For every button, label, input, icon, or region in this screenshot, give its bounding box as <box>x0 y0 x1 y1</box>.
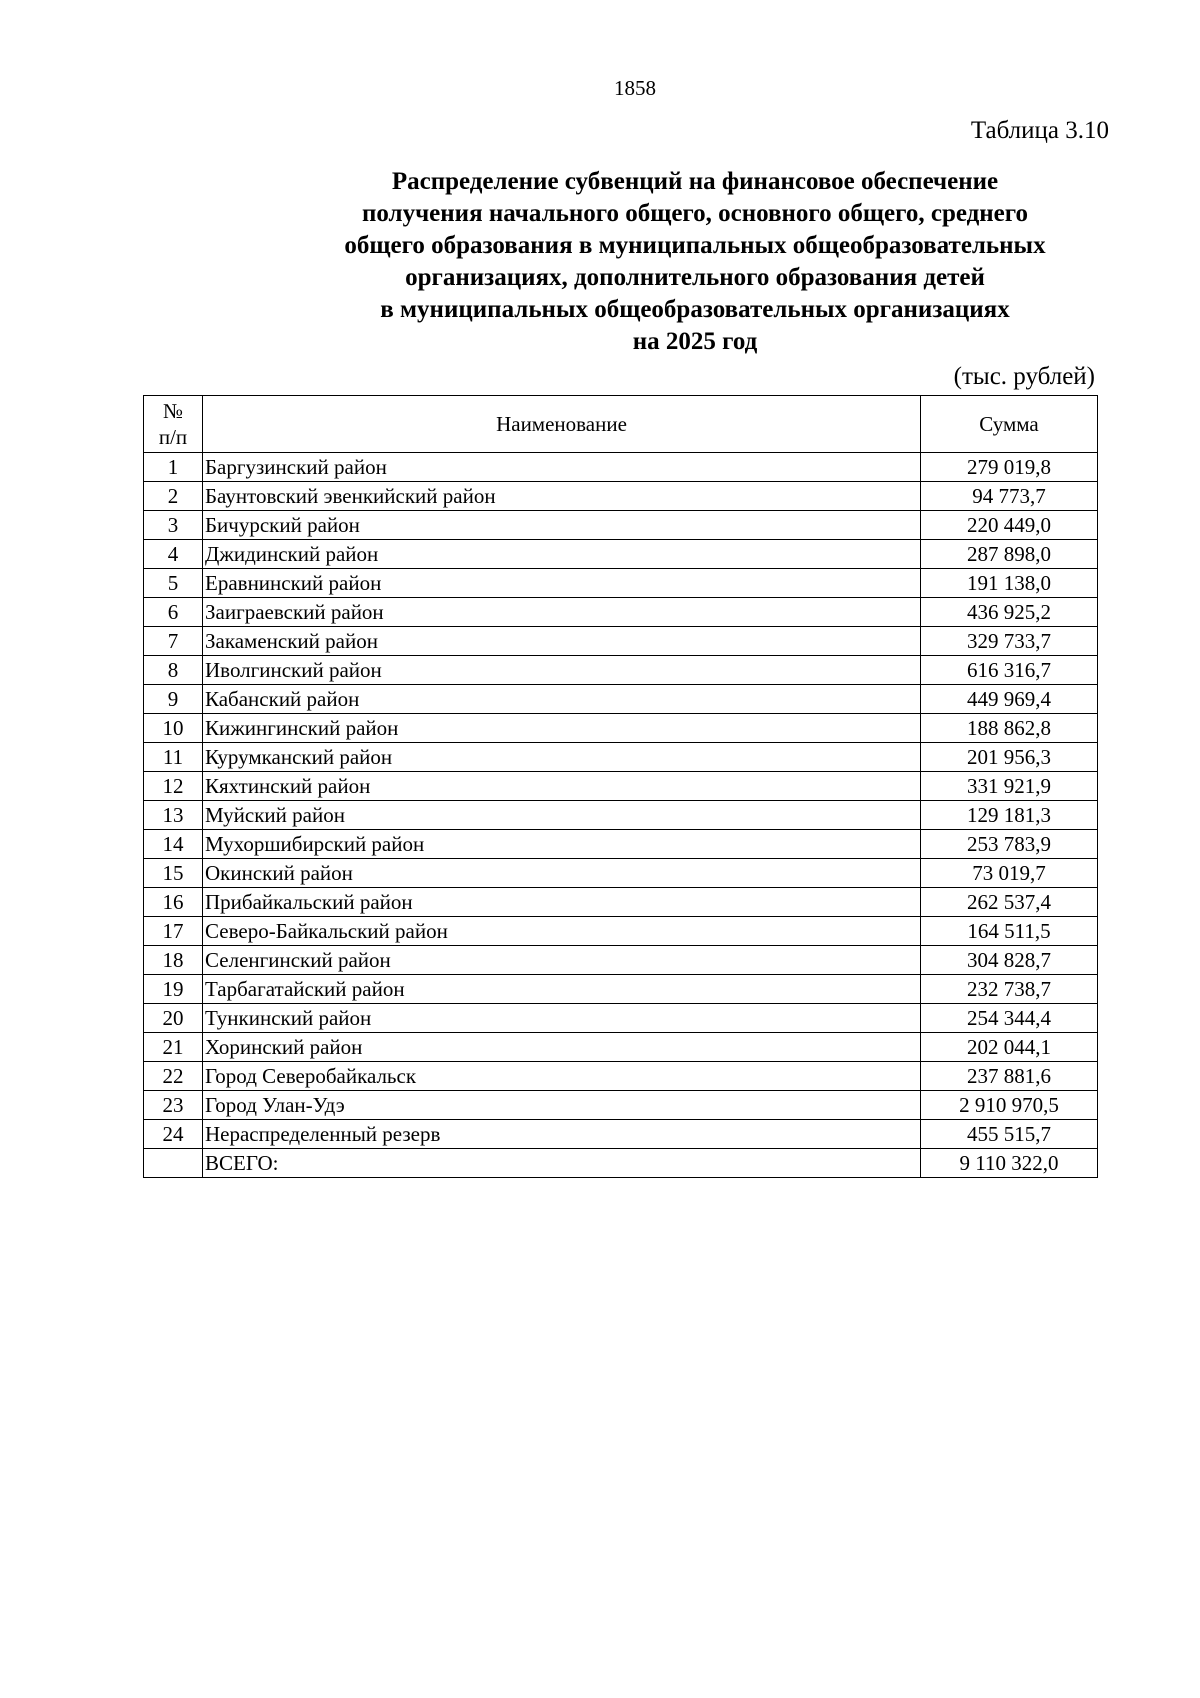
row-sum: 2 910 970,5 <box>921 1091 1098 1120</box>
table-row <box>144 801 1098 830</box>
row-sum: 254 344,4 <box>921 1004 1098 1033</box>
table-label: Таблица 3.10 <box>970 117 1109 144</box>
row-name: Курумканский район <box>203 743 921 772</box>
row-name: Тарбагатайский район <box>203 975 921 1004</box>
total-sum: 9 110 322,0 <box>921 1149 1098 1178</box>
row-num: 14 <box>144 830 203 859</box>
row-sum: 253 783,9 <box>921 830 1098 859</box>
row-name: Иволгинский район <box>203 656 921 685</box>
table-row <box>144 627 1098 656</box>
row-sum: 279 019,8 <box>921 453 1098 482</box>
row-name: Северо-Байкальский район <box>203 917 921 946</box>
table-header-row <box>144 396 1098 453</box>
row-sum: 232 738,7 <box>921 975 1098 1004</box>
row-sum: 202 044,1 <box>921 1033 1098 1062</box>
header-num-line1: № <box>162 399 184 423</box>
row-name: Баунтовский эвенкийский район <box>203 482 921 511</box>
row-name: Муйский район <box>203 801 921 830</box>
row-sum: 164 511,5 <box>921 917 1098 946</box>
table-row <box>144 917 1098 946</box>
row-name: Джидинский район <box>203 540 921 569</box>
row-name: Кяхтинский район <box>203 772 921 801</box>
row-sum: 73 019,7 <box>921 859 1098 888</box>
row-sum: 237 881,6 <box>921 1062 1098 1091</box>
title-line: получения начального общего, основного общего, среднего <box>361 200 1028 227</box>
row-num: 21 <box>144 1033 203 1062</box>
table-row <box>144 1120 1098 1149</box>
row-num: 11 <box>144 743 203 772</box>
subsidy-table <box>143 395 1098 1178</box>
row-sum: 201 956,3 <box>921 743 1098 772</box>
table-row <box>144 888 1098 917</box>
table-row <box>144 656 1098 685</box>
row-num: 19 <box>144 975 203 1004</box>
row-sum: 262 537,4 <box>921 888 1098 917</box>
table-total-row <box>144 1149 1098 1178</box>
row-num: 6 <box>144 598 203 627</box>
row-num: 20 <box>144 1004 203 1033</box>
row-sum: 329 733,7 <box>921 627 1098 656</box>
table-row <box>144 453 1098 482</box>
table-row <box>144 1062 1098 1091</box>
title-line: на 2025 год <box>632 328 758 355</box>
row-num: 23 <box>144 1091 203 1120</box>
row-sum: 616 316,7 <box>921 656 1098 685</box>
row-num: 1 <box>144 453 203 482</box>
row-num: 10 <box>144 714 203 743</box>
row-sum: 304 828,7 <box>921 946 1098 975</box>
total-num <box>144 1149 203 1178</box>
row-num: 24 <box>144 1120 203 1149</box>
table-row <box>144 714 1098 743</box>
table-row <box>144 1004 1098 1033</box>
row-sum: 94 773,7 <box>921 482 1098 511</box>
table-row <box>144 975 1098 1004</box>
row-name: Заиграевский район <box>203 598 921 627</box>
table-row <box>144 859 1098 888</box>
title-line: организациях, дополнительного образования детей <box>405 264 985 291</box>
row-sum: 129 181,3 <box>921 801 1098 830</box>
row-sum: 191 138,0 <box>921 569 1098 598</box>
row-num: 2 <box>144 482 203 511</box>
row-name: Прибайкальский район <box>203 888 921 917</box>
table-row <box>144 482 1098 511</box>
row-sum: 188 862,8 <box>921 714 1098 743</box>
row-num: 13 <box>144 801 203 830</box>
row-name: Тункинский район <box>203 1004 921 1033</box>
row-num: 3 <box>144 511 203 540</box>
table-row <box>144 598 1098 627</box>
table-body <box>144 453 1098 1178</box>
total-name: ВСЕГО: <box>203 1149 921 1178</box>
header-num <box>144 396 203 453</box>
row-name: Кабанский район <box>203 685 921 714</box>
row-name: Селенгинский район <box>203 946 921 975</box>
table-row <box>144 830 1098 859</box>
table-row <box>144 511 1098 540</box>
row-num: 8 <box>144 656 203 685</box>
row-num: 18 <box>144 946 203 975</box>
title-line: общего образования в муниципальных общеобразовательных <box>344 232 1046 259</box>
title-line: Распределение субвенций на финансовое обеспечение <box>391 168 999 195</box>
row-sum: 287 898,0 <box>921 540 1098 569</box>
row-sum: 436 925,2 <box>921 598 1098 627</box>
row-name: Кижингинский район <box>203 714 921 743</box>
row-sum: 455 515,7 <box>921 1120 1098 1149</box>
table-row <box>144 540 1098 569</box>
row-num: 17 <box>144 917 203 946</box>
header-sum: Сумма <box>921 396 1098 453</box>
title-line: в муниципальных общеобразовательных организациях <box>380 296 1010 323</box>
row-name: Нераспределенный резерв <box>203 1120 921 1149</box>
page-number: 1858 <box>614 76 656 100</box>
table-row <box>144 685 1098 714</box>
table-row <box>144 946 1098 975</box>
row-sum: 449 969,4 <box>921 685 1098 714</box>
row-name: Окинский район <box>203 859 921 888</box>
row-sum: 220 449,0 <box>921 511 1098 540</box>
header-num-line2: п/п <box>158 425 188 449</box>
table-row <box>144 1033 1098 1062</box>
table-row <box>144 772 1098 801</box>
row-name: Город Улан-Удэ <box>203 1091 921 1120</box>
row-num: 5 <box>144 569 203 598</box>
document-title <box>250 166 1140 358</box>
row-name: Баргузинский район <box>203 453 921 482</box>
header-name: Наименование <box>203 396 921 453</box>
unit-label: (тыс. рублей) <box>953 363 1095 390</box>
row-num: 4 <box>144 540 203 569</box>
row-sum: 331 921,9 <box>921 772 1098 801</box>
row-name: Город Северобайкальск <box>203 1062 921 1091</box>
table-row <box>144 569 1098 598</box>
table-row <box>144 1091 1098 1120</box>
row-num: 7 <box>144 627 203 656</box>
row-num: 9 <box>144 685 203 714</box>
row-name: Бичурский район <box>203 511 921 540</box>
row-name: Еравнинский район <box>203 569 921 598</box>
row-num: 12 <box>144 772 203 801</box>
row-name: Хоринский район <box>203 1033 921 1062</box>
row-name: Закаменский район <box>203 627 921 656</box>
row-name: Мухоршибирский район <box>203 830 921 859</box>
row-num: 15 <box>144 859 203 888</box>
row-num: 22 <box>144 1062 203 1091</box>
table-row <box>144 743 1098 772</box>
row-num: 16 <box>144 888 203 917</box>
